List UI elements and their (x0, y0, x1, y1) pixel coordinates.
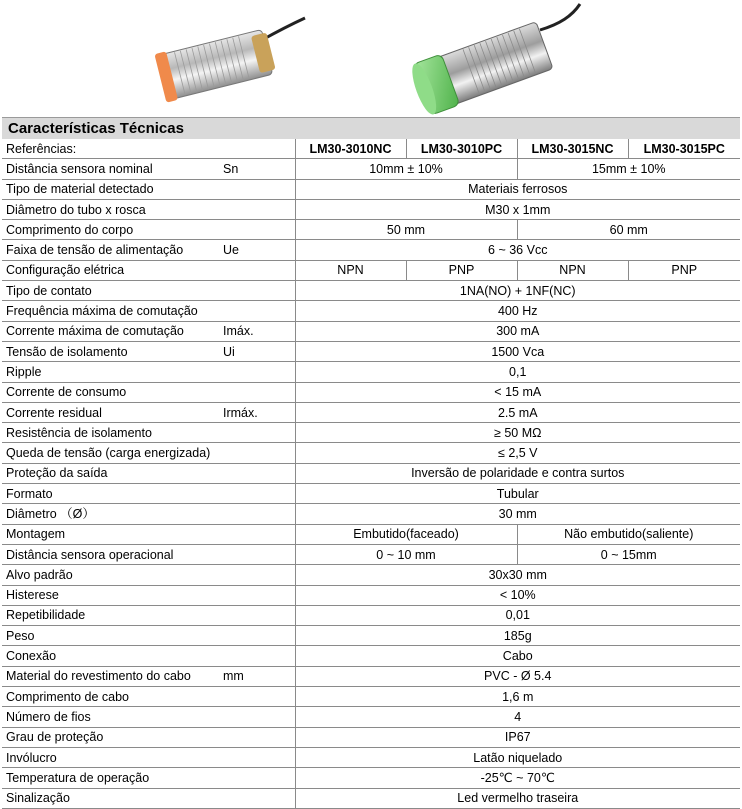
table-row (2, 321, 740, 341)
table-row (2, 362, 740, 382)
sensor-photo-right (407, 4, 580, 116)
spec-label: Alvo padrão (2, 565, 223, 585)
spec-value: 30x30 mm (295, 565, 740, 585)
table-row (2, 341, 740, 361)
spec-label: Configuração elétrica (2, 260, 223, 280)
spec-symbol (223, 605, 295, 625)
spec-label: Resistência de isolamento (2, 423, 223, 443)
table-row (2, 443, 740, 463)
spec-value: Cabo (295, 646, 740, 666)
spec-value: 0,01 (295, 605, 740, 625)
spec-value: PVC - Ø 5.4 (295, 666, 740, 686)
table-row (2, 382, 740, 402)
spec-value: NPN (517, 260, 628, 280)
spec-value: Inversão de polaridade e contra surtos (295, 463, 740, 483)
spec-value: 0 ~ 10 mm (295, 544, 517, 564)
spec-label: Formato (2, 484, 223, 504)
table-row (2, 301, 740, 321)
spec-value: < 15 mA (295, 382, 740, 402)
spec-value: 30 mm (295, 504, 740, 524)
spec-value: IP67 (295, 727, 740, 747)
spec-symbol (223, 301, 295, 321)
table-row (2, 504, 740, 524)
spec-symbol (223, 687, 295, 707)
spec-value: 1500 Vca (295, 341, 740, 361)
spec-label: Conexão (2, 646, 223, 666)
spec-value: 10mm ± 10% (295, 159, 517, 179)
spec-symbol (223, 362, 295, 382)
spec-symbol (223, 260, 295, 280)
spec-value: 2.5 mA (295, 402, 740, 422)
spec-symbol: Sn (223, 159, 295, 179)
spec-label: Montagem (2, 524, 223, 544)
spec-value: PNP (628, 260, 740, 280)
table-row (2, 788, 740, 808)
spec-value: Latão niquelado (295, 747, 740, 767)
spec-symbol (223, 565, 295, 585)
spec-symbol (223, 707, 295, 727)
spec-symbol (223, 747, 295, 767)
table-row (2, 463, 740, 483)
spec-value: 1NA(NO) + 1NF(NC) (295, 281, 740, 301)
table-row (2, 626, 740, 646)
model-header: LM30-3015NC (517, 139, 628, 159)
spec-value: 50 mm (295, 220, 517, 240)
spec-symbol (223, 484, 295, 504)
spec-label: Queda de tensão (carga energizada) (2, 443, 223, 463)
table-row (2, 544, 740, 564)
model-header: LM30-3015PC (628, 139, 740, 159)
table-row (2, 565, 740, 585)
spec-value: ≤ 2,5 V (295, 443, 740, 463)
specs-table (2, 139, 740, 809)
spec-symbol (223, 281, 295, 301)
spec-symbol (223, 443, 295, 463)
spec-label: Distância sensora nominal (2, 159, 223, 179)
spec-value: 0 ~ 15mm (517, 544, 740, 564)
spec-value: 6 ~ 36 Vcc (295, 240, 740, 260)
table-row (2, 585, 740, 605)
spec-value: 300 mA (295, 321, 740, 341)
model-header: LM30-3010PC (406, 139, 517, 159)
table-row (2, 484, 740, 504)
table-row (2, 747, 740, 767)
spec-symbol (223, 199, 295, 219)
spec-symbol (223, 768, 295, 788)
spec-symbol (223, 220, 295, 240)
spec-label: Frequência máxima de comutação (2, 301, 223, 321)
section-title: Características Técnicas (2, 117, 740, 139)
spec-symbol (223, 504, 295, 524)
spec-value: < 10% (295, 585, 740, 605)
spec-label: Temperatura de operação (2, 768, 223, 788)
spec-symbol: Ui (223, 341, 295, 361)
spec-label: Comprimento de cabo (2, 687, 223, 707)
spec-value: ≥ 50 MΩ (295, 423, 740, 443)
spec-label: Sinalização (2, 788, 223, 808)
spec-label: Corrente de consumo (2, 382, 223, 402)
table-row (2, 605, 740, 625)
spec-symbol (223, 524, 295, 544)
table-row (2, 179, 740, 199)
spec-label: Diâmetro （Ø） (2, 504, 223, 524)
spec-label: Tensão de isolamento (2, 341, 223, 361)
table-row-header (2, 139, 740, 159)
spec-label: Tipo de material detectado (2, 179, 223, 199)
model-header: LM30-3010NC (295, 139, 406, 159)
table-row (2, 687, 740, 707)
spec-symbol (223, 179, 295, 199)
spec-label: Tipo de contato (2, 281, 223, 301)
table-row (2, 524, 740, 544)
spec-value: PNP (406, 260, 517, 280)
spec-label: Faixa de tensão de alimentação (2, 240, 223, 260)
spec-label: Número de fios (2, 707, 223, 727)
table-row (2, 666, 740, 686)
spec-symbol (223, 788, 295, 808)
spec-value: -25℃ ~ 70℃ (295, 768, 740, 788)
spec-symbol (223, 585, 295, 605)
spec-symbol (223, 382, 295, 402)
spec-label: Comprimento do corpo (2, 220, 223, 240)
spec-value: 185g (295, 626, 740, 646)
spec-value: 0,1 (295, 362, 740, 382)
sensor-photo-left (154, 18, 305, 103)
table-row (2, 768, 740, 788)
spec-value: Led vermelho traseira (295, 788, 740, 808)
table-row (2, 159, 740, 179)
table-row (2, 199, 740, 219)
spec-value: Não embutido(saliente) (517, 524, 740, 544)
table-row (2, 727, 740, 747)
spec-label: Proteção da saída (2, 463, 223, 483)
table-row (2, 260, 740, 280)
spec-symbol (223, 544, 295, 564)
spec-symbol (223, 423, 295, 443)
spec-label: Diâmetro do tubo x rosca (2, 199, 223, 219)
spec-symbol: Imáx. (223, 321, 295, 341)
spec-symbol (223, 626, 295, 646)
table-row (2, 423, 740, 443)
spec-label: Distância sensora operacional (2, 544, 223, 564)
table-row (2, 707, 740, 727)
product-photos (0, 0, 742, 116)
table-row (2, 402, 740, 422)
table-row (2, 220, 740, 240)
spec-label: Material do revestimento do cabo (2, 666, 223, 686)
spec-label: Ripple (2, 362, 223, 382)
spec-symbol: Ue (223, 240, 295, 260)
spec-value: M30 x 1mm (295, 199, 740, 219)
spec-label: Corrente residual (2, 402, 223, 422)
spec-value: Embutido(faceado) (295, 524, 517, 544)
spec-value: Tubular (295, 484, 740, 504)
table-row (2, 646, 740, 666)
spec-value: 15mm ± 10% (517, 159, 740, 179)
spec-label: Referências: (2, 139, 295, 159)
spec-label: Grau de proteção (2, 727, 223, 747)
spec-label: Histerese (2, 585, 223, 605)
spec-value: NPN (295, 260, 406, 280)
spec-label: Repetibilidade (2, 605, 223, 625)
spec-symbol (223, 727, 295, 747)
spec-value: Materiais ferrosos (295, 179, 740, 199)
spec-value: 60 mm (517, 220, 740, 240)
spec-symbol (223, 463, 295, 483)
table-row (2, 281, 740, 301)
spec-label: Invólucro (2, 747, 223, 767)
spec-symbol: mm (223, 666, 295, 686)
spec-value: 4 (295, 707, 740, 727)
spec-symbol (223, 646, 295, 666)
spec-label: Peso (2, 626, 223, 646)
spec-symbol: Irmáx. (223, 402, 295, 422)
spec-value: 1,6 m (295, 687, 740, 707)
spec-value: 400 Hz (295, 301, 740, 321)
spec-label: Corrente máxima de comutação (2, 321, 223, 341)
table-row (2, 240, 740, 260)
